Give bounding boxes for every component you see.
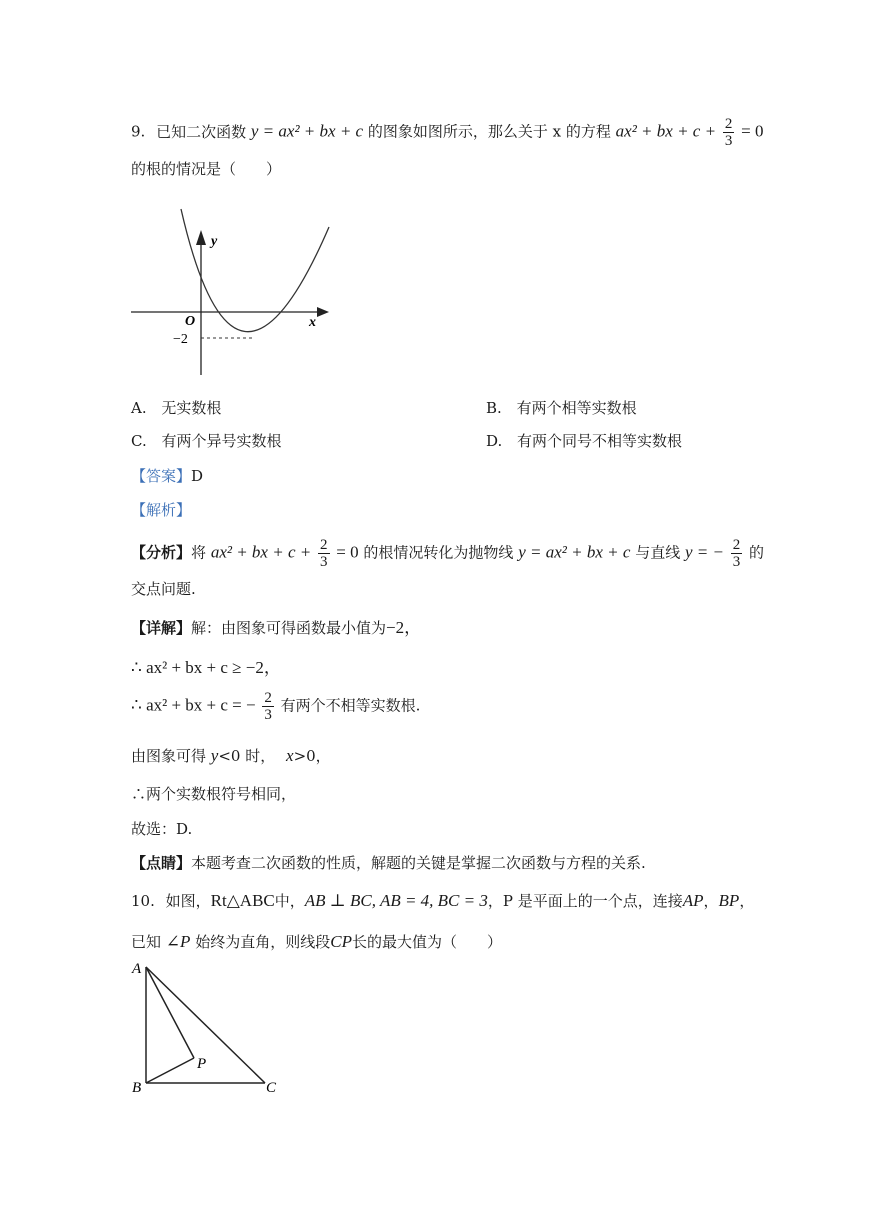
answer-value: D	[191, 467, 204, 485]
q9-xiangjie: 【详解】解：由图象可得函数最小值为−2，	[131, 618, 422, 637]
segment-ap	[146, 967, 194, 1058]
q9-step2: ∴ ax² + bx + c = − $\frac{2}{3}$ 有两个不相等实数根.	[131, 690, 421, 723]
segment-bp	[146, 1058, 194, 1083]
q9-eq-fraction: $\frac{2}{3}$	[724, 116, 733, 149]
q9-stem-b: 的图象如图所示，那么关于 x 的方程	[367, 122, 611, 141]
q10-stem-line1: 10. 如图，Rt△ABC中，AB ⊥ BC, AB = 4, BC = 3，P 是平面上的一个点，连接AP，BP，	[131, 891, 755, 910]
q9-step5: 故选：D.	[131, 820, 193, 838]
q9-function: y = ax² + bx + c	[250, 121, 364, 141]
analysis-tag: 【解析】	[131, 501, 192, 519]
q9-stem-line1	[131, 116, 763, 149]
q9-fenxi-line2: 交点问题.	[131, 580, 196, 598]
point-a-label: A	[132, 961, 142, 977]
q9-option-a[interactable]: A. 无实数根	[131, 399, 222, 417]
q9-stem-a: 已知二次函数	[156, 122, 247, 141]
q9-stem-line2: 的根的情况是（ ）	[131, 160, 282, 178]
y-axis-arrow-icon	[196, 230, 206, 245]
point-p-label: P	[197, 1056, 207, 1072]
q9-step1: ∴ ax² + bx + c ≥ −2，	[131, 658, 281, 677]
q9-answer	[131, 465, 203, 486]
graph-origin-label: O	[185, 314, 196, 329]
graph-x-label: x	[309, 315, 316, 330]
answer-tag: 【答案】	[131, 467, 192, 485]
q10-stem-line2: 已知 ∠P 始终为直角，则线段CP长的最大值为（ ）	[131, 932, 502, 951]
q9-eq-rhs: = 0	[741, 121, 764, 141]
q9-step3: 由图象可得 y<0 时， x>0，	[131, 746, 331, 765]
point-b-label: B	[132, 1080, 142, 1096]
x-axis-arrow-icon	[317, 307, 329, 317]
q9-dianjing: 【点睛】本题考查二次函数的性质，解题的关键是掌握二次函数与方程的关系.	[131, 854, 646, 872]
q9-eq-lhs: ax² + bx + c +	[615, 121, 717, 141]
q9-option-c[interactable]: C. 有两个异号实数根	[131, 432, 282, 450]
q9-number: 9.	[131, 122, 146, 141]
q9-option-d[interactable]: D. 有两个同号不相等实数根	[486, 432, 683, 450]
point-c-label: C	[266, 1080, 277, 1096]
parabola-curve	[181, 209, 329, 332]
q10-triangle-figure	[125, 955, 295, 1100]
q10-number: 10.	[131, 892, 155, 910]
q9-option-b[interactable]: B. 有两个相等实数根	[486, 399, 637, 417]
q9-fenxi-line1: 【分析】将 ax² + bx + c + $\frac{2}{3}$ = 0 的根情况转化为抛物线 y = ax² + bx + c 与直线 y = − $\frac{2}{3}$ 的	[131, 537, 765, 570]
dianjing-tag: 【点睛】	[131, 854, 192, 872]
fenxi-tag: 【分析】	[131, 543, 192, 562]
q9-step4: ∴两个实数根符号相同，	[131, 785, 297, 803]
q9-parabola-graph	[125, 205, 340, 380]
graph-y-label: y	[211, 234, 218, 249]
xiangjie-tag: 【详解】	[131, 619, 192, 637]
graph-min-label: −2	[173, 332, 188, 347]
